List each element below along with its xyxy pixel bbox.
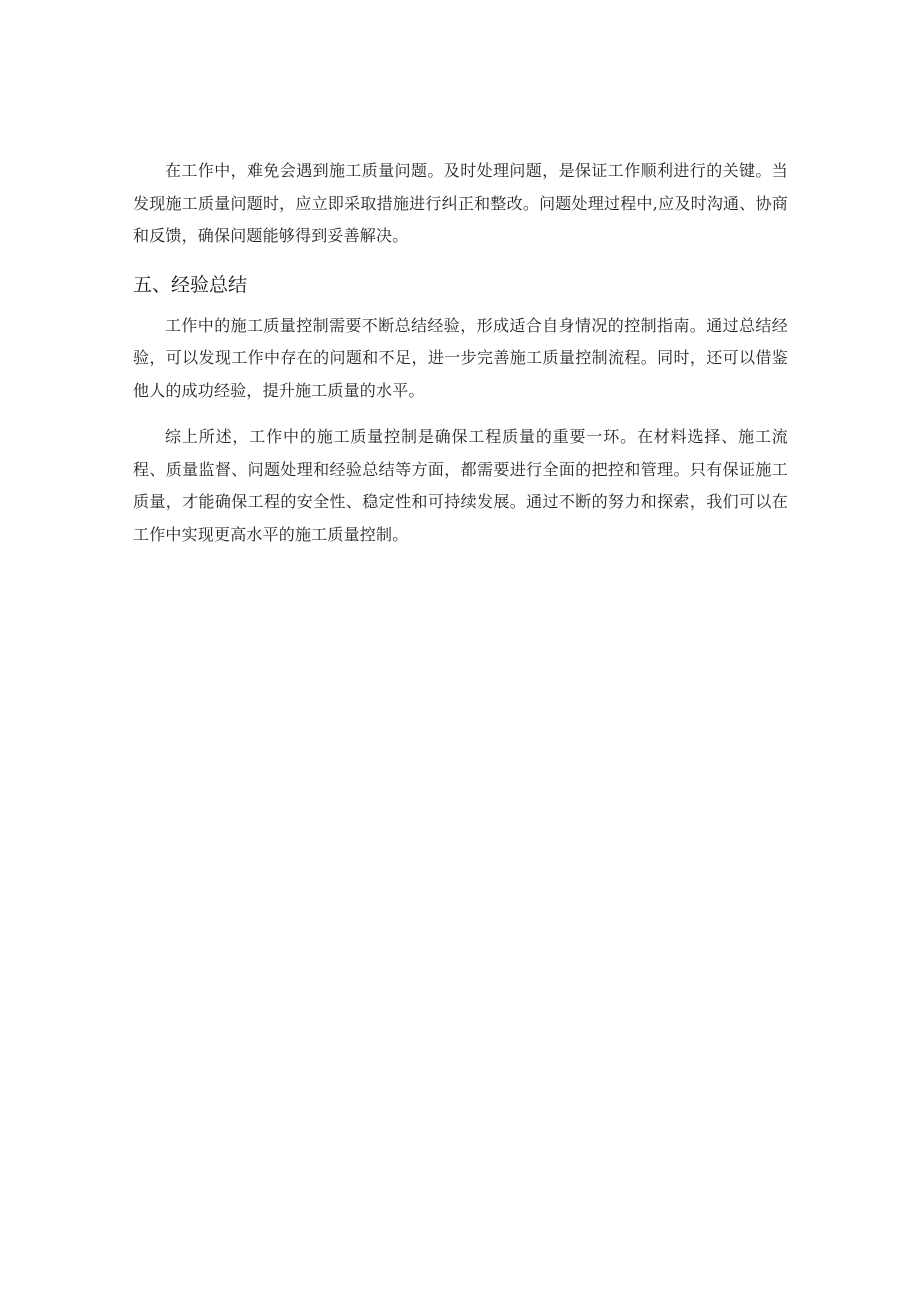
- paragraph-experience-summary: 工作中的施工质量控制需要不断总结经验，形成适合自身情况的控制指南。通过总结经验，可以发现工作中存在的问题和不足，进一步完善施工质量控制流程。同时，还可以借鉴他人的成功经验，提升施工质量的水平。: [133, 315, 788, 400]
- section-heading-experience-summary: 五、经验总结: [133, 273, 248, 296]
- paragraph-problem-handling: 在工作中，难免会遇到施工质量问题。及时处理问题，是保证工作顺利进行的关键。当发现施工质量问题时，应立即采取措施进行纠正和整改。问题处理过程中,应及时沟通、协商和反馈，确保问题能够得到妥善解决。: [133, 161, 788, 245]
- document-body: [133, 155, 788, 551]
- paragraph-spacer: [133, 407, 788, 421]
- paragraph-conclusion: 综上所述，工作中的施工质量控制是确保工程质量的重要一环。在材料选择、施工流程、质量监督、问题处理和经验总结等方面，都需要进行全面的把控和管理。只有保证施工质量，才能确保工程的安全性、稳定性和可持续发展。通过不断的努力和探索，我们可以在工作中实现更高水平的施工质量控制。: [133, 427, 788, 544]
